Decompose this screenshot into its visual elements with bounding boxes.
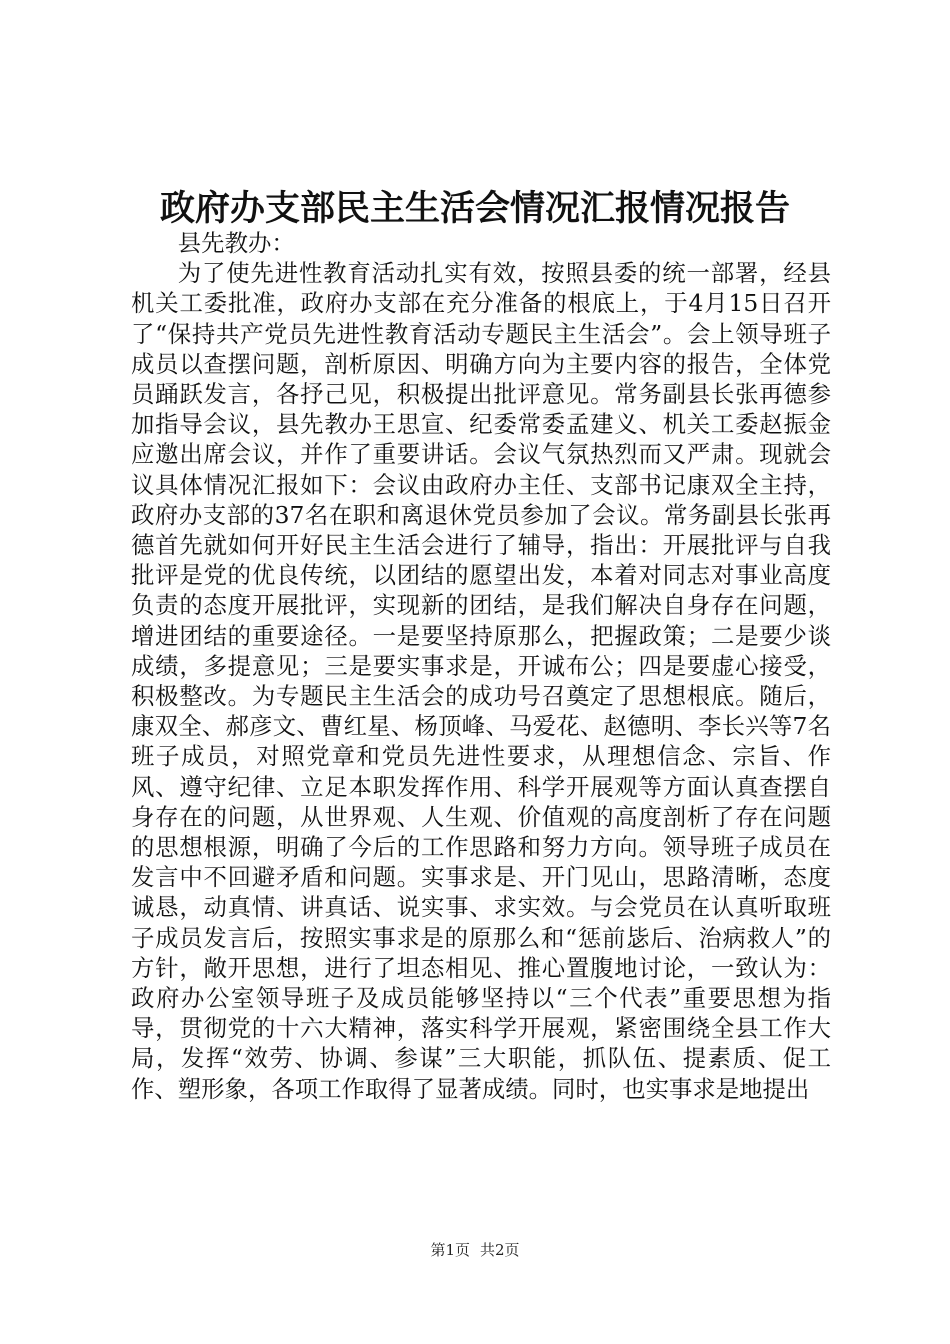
salutation: 县先教办： — [177, 229, 295, 257]
document-body — [131, 228, 831, 1104]
page-footer — [0, 1240, 950, 1260]
page-number: 第1页 — [430, 1241, 470, 1259]
page-total: 共2页 — [480, 1241, 520, 1259]
body-paragraph: 为了使先进性教育活动扎实有效，按照县委的统一部署，经县机关工委批准，政府办支部在充分准备的根底上，于4月15日召开了“保持共产党员先进性教育活动专题民主生活会”。会上领导班子成员以查摆问题，剖析原因、明确方向为主要内容的报告，全体党员踊跃发言，各抒己见，积极提出批评意见。常务副县长张再德参加指导会议，县先教办王思宣、纪委常委孟建义、机关工委赵振金应邀出席会议，并作了重要讲话。会议气氛热烈而又严肃。现就会议具体情况汇报如下：会议由政府办主任、支部书记康双全主持，政府办支部的37名在职和离退休党员参加了会议。常务副县长张再德首先就如何开好民主生活会进行了辅导，指出：开展批评与自我批评是党的优良传统，以团结的愿望出发，本着对同志对事业高度负责的态度开展批评，实现新的团结，是我们解决自身存在问题，增进团结的重要途径。一是要坚持原那么，把握政策；二是要少谈成绩，多提意见；三是要实事求是，开诚布公；四是要虚心接受，积极整改。为专题民主生活会的成功号召奠定了思想根底。随后，康双全、郝彦文、曹红星、杨顶峰、马爱花、赵德明、李长兴等7名班子成员，对照党章和党员先进性要求，从理想信念、宗旨、作风、遵守纪律、立足本职发挥作用、科学开展观等方面认真查摆自身存在的问题，从世界观、人生观、价值观的高度剖析了存在问题的思想根源，明确了今后的工作思路和努力方向。领导班子成员在发言中不回避矛盾和问题。实事求是、开门见山，思路清晰，态度诚恳，动真情、讲真话、说实事、求实效。与会党员在认真听取班子成员发言后，按照实事求是的原那么和“惩前毖后、治病救人”的方针，敞开思想，进行了坦态相见、推心置腹地讨论，一致认为：政府办公室领导班子及成员能够坚持以“三个代表”重要思想为指导，贯彻党的十六大精神，落实科学开展观，紧密围绕全县工作大局，发挥“效劳、协调、参谋”三大职能，抓队伍、提素质、促工作、塑形象，各项工作取得了显著成绩。同时，也实事求是地提出 — [131, 259, 831, 1103]
document-title: 政府办支部民主生活会情况汇报情况报告 — [159, 188, 790, 229]
